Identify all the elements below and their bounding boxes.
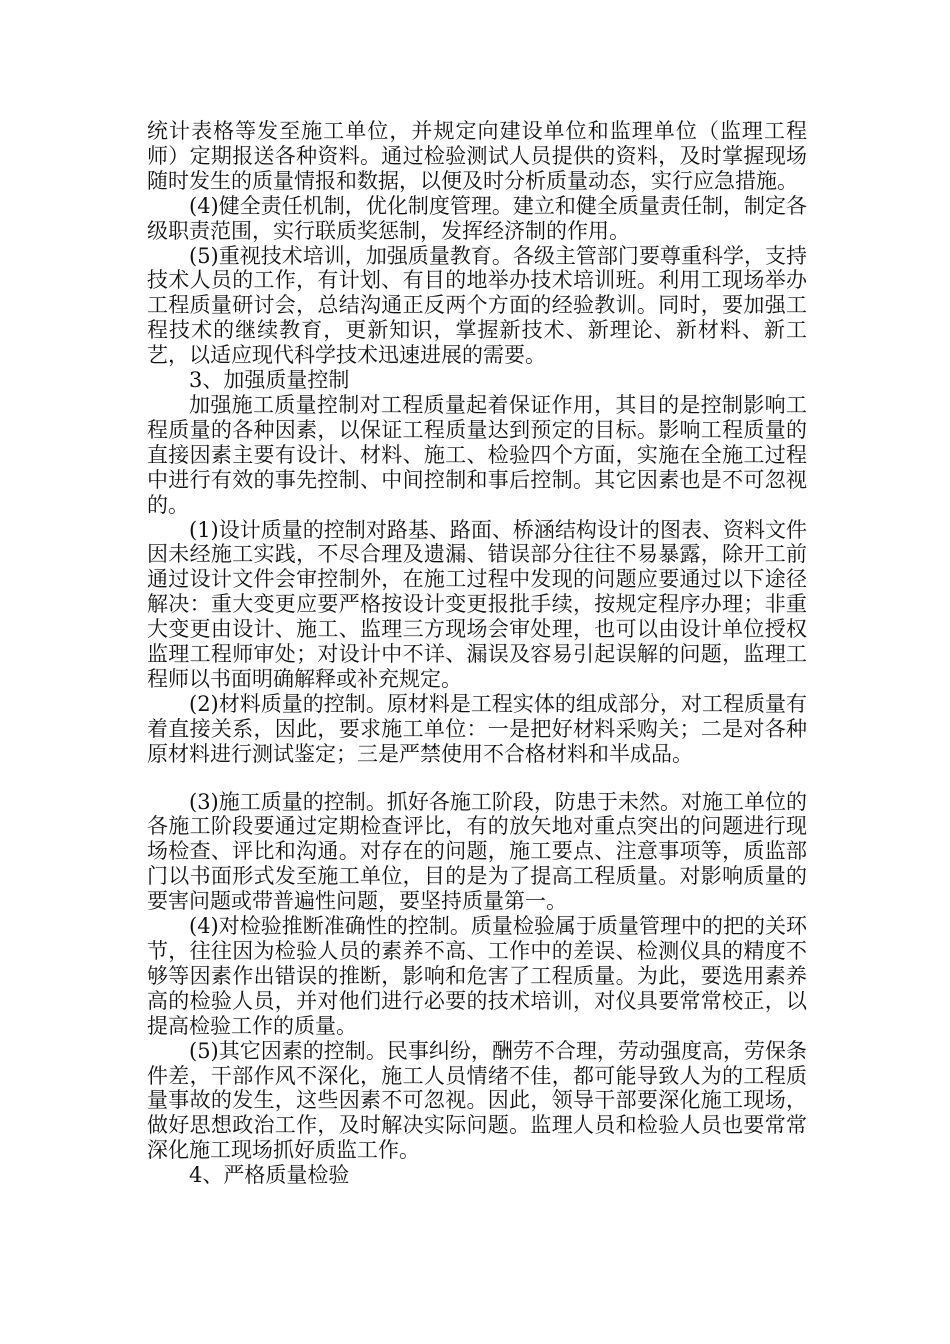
- paragraph-item-4-responsibility: (4)健全责任机制，优化制度管理。建立和健全质量责任制，制定各级职责范围，实行联质奖惩制，发挥经济制的作用。: [147, 193, 807, 243]
- paragraph-item-2-materials: (2)材料质量的控制。原材料是工程实体的组成部分，对工程质量有着直接关系，因此，要求施工单位：一是把好材料采购关；二是对各种原材料进行测试鉴定；三是严禁使用不合格材料和半成品。: [147, 691, 807, 766]
- paragraph-item-5-other-factors: (5)其它因素的控制。民事纠纷，酬劳不合理，劳动强度高，劳保条件差，干部作风不深化，施工人员情绪不佳，都可能导致人为的工程质量事故的发生，这些因素不可忽视。因此，领导干部要深化施工现场，做好思想政治工作，及时解决实际问题。监理人员和检验人员也要常常深化施工现场抓好质监工作。: [147, 1038, 807, 1163]
- section-heading-4: 4、严格质量检验: [189, 1163, 350, 1188]
- paragraph-item-3-construction: (3)施工质量的控制。抓好各施工阶段，防患于未然。对施工单位的各施工阶段要通过定期检查评比，有的放矢地对重点突出的问题进行现场检查、评比和沟通。对存在的问题，施工要点、注意事项等，质监部门以书面形式发至施工单位，目的是为了提高工程质量。对影响质量的要害问题或带普遍性问题，要坚持质量第一。: [147, 789, 807, 914]
- paragraph-item-1-design: (1)设计质量的控制对路基、路面、桥涵结构设计的图表、资料文件因未经施工实践，不尽合理及遗漏、错误部分往往不易暴露，除开工前通过设计文件会审控制外，在施工过程中发现的问题应要通过以下途径解决：重大变更应要严格按设计变更报批手续，按规定程序办理；非重大变更由设计、施工、监理三方现场会审处理，也可以由设计单位授权监理工程师审处；对设计中不详、漏误及容易引起误解的问题，监理工程师以书面明确解释或补充规定。: [147, 517, 807, 691]
- paragraph-item-5-training: (5)重视技术培训，加强质量教育。各级主管部门要尊重科学，支持技术人员的工作，有计划、有目的地举办技术培训班。利用工现场举办工程质量研讨会，总结沟通正反两个方面的经验教训。同时，要加强工程技术的继续教育，更新知识，掌握新技术、新理论、新材料、新工艺，以适应现代科学技术迅速进展的需要。: [147, 243, 807, 368]
- paragraph-continuation: 统计表格等发至施工单位，并规定向建设单位和监理单位（监理工程师）定期报送各种资料。通过检验测试人员提供的资料，及时掌握现场随时发生的质量情报和数据，以便及时分析质量动态，实行应急措施。: [147, 119, 807, 193]
- section-heading-3: 3、加强质量控制: [189, 368, 350, 393]
- paragraph-item-4-inspection: (4)对检验推断准确性的控制。质量检验属于质量管理中的把的关环节，往往因为检验人员的素养不高、工作中的差误、检测仪具的精度不够等因素作出错误的推断，影响和危害了工程质量。为此，要选用素养高的检验人员，并对他们进行必要的技术培训，对仪具要常常校正，以提高检验工作的质量。: [147, 914, 807, 1038]
- paragraph-quality-control-intro: 加强施工质量控制对工程质量起着保证作用，其目的是控制影响工程质量的各种因素，以保证工程质量达到预定的目标。影响工程质量的直接因素主要有设计、材料、施工、检验四个方面，实施在全施工过程中进行有效的事先控制、中间控制和事后控制。其它因素也是不可忽视的。: [147, 392, 807, 517]
- document-body: [147, 119, 807, 1188]
